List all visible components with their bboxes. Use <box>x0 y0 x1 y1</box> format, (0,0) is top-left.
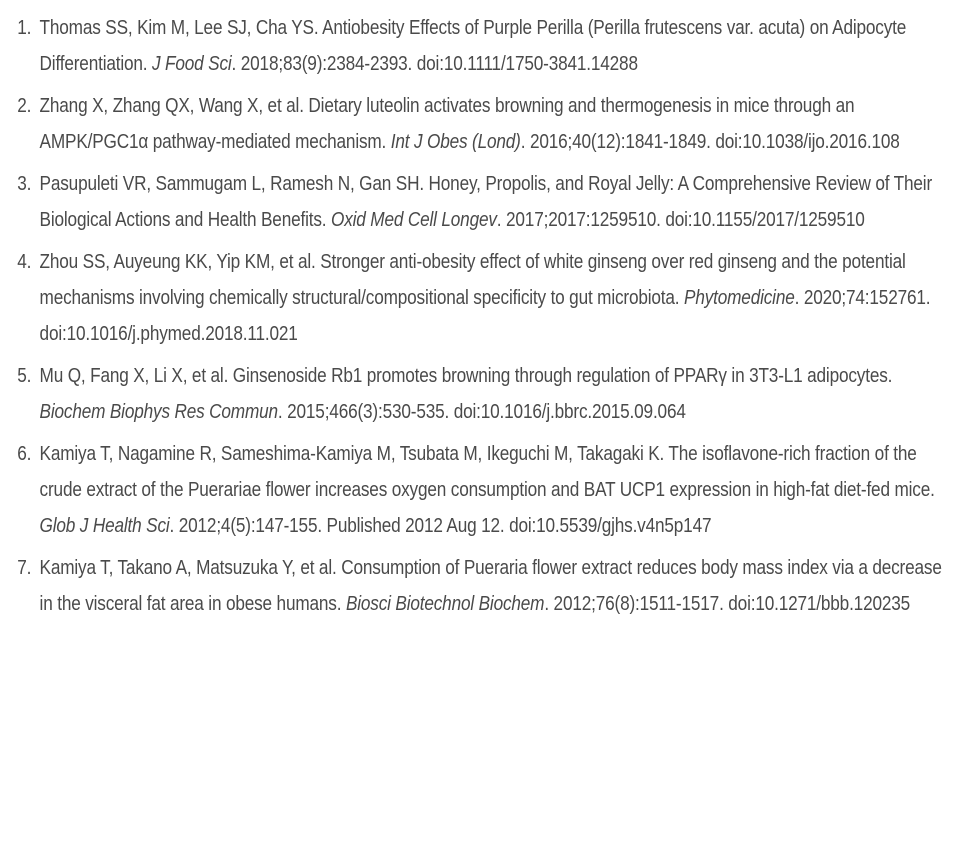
reference-number: 7. <box>17 557 32 579</box>
reference-citation-details: . 2020;74:152761. doi:10.1016/j.phymed.2018.11.021 <box>39 287 931 345</box>
reference-item-4 <box>0 244 958 352</box>
reference-authors-title: Kamiya T, Nagamine R, Sameshima-Kamiya M, Tsubata M, Ikeguchi M, Takagaki K. The isoflavone-rich fraction of the crude extract of the Puerariae flower increases oxygen consumption and BAT UCP1 expression in high-fat diet-fed mice. <box>39 443 935 501</box>
reference-item-5 <box>0 358 958 430</box>
reference-item-1 <box>0 10 958 82</box>
reference-journal: Oxid Med Cell Longev <box>331 209 497 231</box>
reference-authors-title: Thomas SS, Kim M, Lee SJ, Cha YS. Antiobesity Effects of Purple Perilla (Perilla frutescens var. acuta) on Adipocyte Differentiation. <box>39 17 907 75</box>
reference-authors-title: Pasupuleti VR, Sammugam L, Ramesh N, Gan SH. Honey, Propolis, and Royal Jelly: A Comprehensive Review of Their Biological Actions and Health Benefits. <box>39 173 933 231</box>
reference-citation-details: . 2015;466(3):530-535. doi:10.1016/j.bbrc.2015.09.064 <box>277 401 686 423</box>
reference-journal: Biosci Biotechnol Biochem <box>345 593 545 615</box>
reference-citation-details: . 2012;4(5):147-155. Published 2012 Aug 12. doi:10.5539/gjhs.v4n5p147 <box>169 515 712 537</box>
reference-authors-title: Zhou SS, Auyeung KK, Yip KM, et al. Stronger anti-obesity effect of white ginseng over red ginseng and the potential mechanisms involving chemically structural/compositional specificity to gut microbiota. <box>39 251 906 309</box>
reference-journal: Glob J Health Sci <box>39 515 170 537</box>
reference-item-6 <box>0 436 958 544</box>
reference-journal: Phytomedicine <box>684 287 795 309</box>
reference-citation-details: . 2016;40(12):1841-1849. doi:10.1038/ijo.2016.108 <box>520 131 900 153</box>
reference-authors-title: Kamiya T, Takano A, Matsuzuka Y, et al. Consumption of Pueraria flower extract reduces body mass index via a decrease in the visceral fat area in obese humans. <box>39 557 942 615</box>
reference-journal: Int J Obes (Lond) <box>390 131 521 153</box>
reference-authors-title: Mu Q, Fang X, Li X, et al. Ginsenoside Rb1 promotes browning through regulation of PPARγ in 3T3-L1 adipocytes. <box>39 365 893 387</box>
reference-number: 1. <box>17 17 32 39</box>
reference-number: 5. <box>17 365 32 387</box>
reference-number: 4. <box>17 251 32 273</box>
reference-item-3 <box>0 166 958 238</box>
reference-citation-details: . 2012;76(8):1511-1517. doi:10.1271/bbb.120235 <box>544 593 911 615</box>
reference-authors-title: Zhang X, Zhang QX, Wang X, et al. Dietary luteolin activates browning and thermogenesis in mice through an AMPK/PGC1α pathway-mediated mechanism. <box>39 95 855 153</box>
reference-journal: J Food Sci <box>152 53 232 75</box>
reference-citation-details: . 2017;2017:1259510. doi:10.1155/2017/1259510 <box>496 209 865 231</box>
reference-journal: Biochem Biophys Res Commun <box>39 401 278 423</box>
reference-citation-details: . 2018;83(9):2384-2393. doi:10.1111/1750-3841.14288 <box>231 53 638 75</box>
reference-number: 2. <box>17 95 32 117</box>
reference-item-2 <box>0 88 958 160</box>
reference-number: 6. <box>17 443 32 465</box>
reference-item-7 <box>0 550 958 622</box>
reference-number: 3. <box>17 173 32 195</box>
